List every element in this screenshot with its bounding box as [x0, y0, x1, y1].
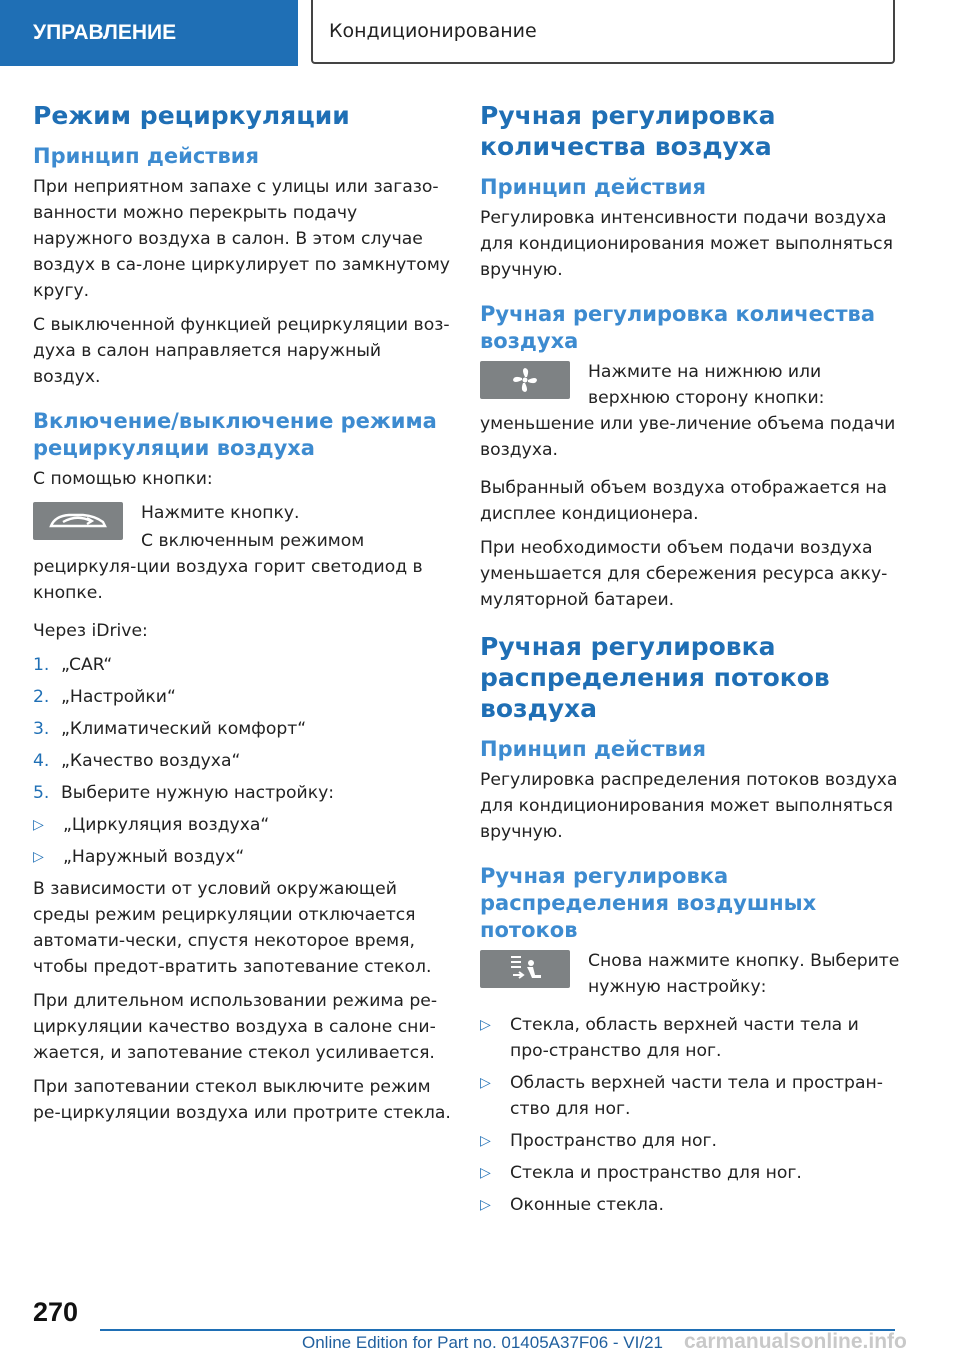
- page-number: 270: [33, 1297, 79, 1327]
- paragraph: Выбранный объем воздуха отображается на дисплее кондиционера.: [480, 478, 888, 524]
- triangle-bullet-icon: ▷: [480, 1075, 491, 1091]
- section-title-recirculation: Режим рециркуляции: [33, 101, 350, 130]
- heading-toggle-recirculation: Включение/выключение режима рециркуляции воздуха: [33, 409, 437, 460]
- triangle-bullet-icon: ▷: [33, 817, 44, 833]
- paragraph: Через iDrive:: [33, 621, 148, 641]
- edition-text: Online Edition for Part no. 01405A37F06 - VI/21: [302, 1333, 664, 1352]
- recirculation-button-block: [33, 500, 451, 608]
- fan-button-block: [480, 359, 900, 465]
- list-item: ▷ „Наружный воздух“: [33, 844, 451, 870]
- air-distribution-icon: [480, 950, 570, 988]
- list-item: ▷ „Циркуляция воздуха“: [33, 812, 451, 838]
- recirculation-icon: [33, 502, 123, 540]
- heading-manual-distribution: Ручная регулировка распределения воздушных потоков: [480, 864, 817, 942]
- paragraph: При запотевании стекол выключите режим ре-циркуляции воздуха или протрите стекла.: [33, 1077, 451, 1123]
- section-title-air-distribution: Ручная регулировка распределения потоков воздуха: [480, 632, 830, 723]
- idrive-steps: [33, 652, 451, 806]
- triangle-bullet-icon: ▷: [480, 1017, 491, 1033]
- distribution-options: [480, 1012, 900, 1218]
- list-item: ▷ Пространство для ног.: [480, 1128, 900, 1154]
- paragraph: При необходимости объем подачи воздуха уменьшается для сбережения ресурса акку-муляторной батареи.: [480, 538, 888, 610]
- triangle-bullet-icon: ▷: [480, 1165, 491, 1181]
- section-tab: УПРАВЛЕНИЕ: [0, 0, 298, 66]
- paragraph: Регулировка распределения потоков воздуха для кондиционирования может выполняться вручную.: [480, 770, 898, 842]
- page-header: [0, 0, 960, 66]
- list-item: 4. „Качество воздуха“: [33, 751, 241, 771]
- paragraph: При длительном использовании режима ре-циркуляции качество воздуха в салоне сни-жается, и запотевание стекол усиливается.: [33, 991, 438, 1063]
- left-column: [33, 100, 451, 1134]
- paragraph: При неприятном запахе с улицы или загазо-ванности можно перекрыть подачу наружного воздуха в салон. В этом случае воздух в са-лоне циркулирует по замкнутому кругу.: [33, 177, 450, 301]
- heading-principle: Принцип действия: [480, 175, 706, 199]
- right-column: [480, 100, 900, 1224]
- list-item: 3. „Климатический комфорт“: [33, 719, 307, 739]
- idrive-substeps: [33, 812, 451, 870]
- list-item: 1. „CAR“: [33, 655, 113, 675]
- paragraph: С помощью кнопки:: [33, 469, 213, 489]
- heading-principle: Принцип действия: [480, 737, 706, 761]
- triangle-bullet-icon: ▷: [480, 1133, 491, 1149]
- list-item: ▷ Область верхней части тела и простран-ство для ног.: [480, 1070, 900, 1122]
- paragraph: С включенным режимом рециркуля-ции воздуха горит светодиод в кнопке.: [33, 531, 423, 603]
- chapter-title: Кондиционирование: [311, 0, 895, 64]
- paragraph: Нажмите на нижнюю или верхнюю сторону кнопки: уменьшение или уве-личение объема подачи воздуха.: [480, 362, 896, 460]
- triangle-bullet-icon: ▷: [33, 849, 44, 865]
- list-item: ▷ Оконные стекла.: [480, 1192, 900, 1218]
- distribution-button-block: [480, 948, 900, 1002]
- paragraph: С выключенной функцией рециркуляции воз-духа в салон направляется наружный воздух.: [33, 315, 450, 387]
- triangle-bullet-icon: ▷: [480, 1197, 491, 1213]
- list-item: 5. Выберите нужную настройку:: [33, 783, 335, 803]
- list-item: ▷ Стекла и пространство для ног.: [480, 1160, 900, 1186]
- fan-icon: [480, 361, 570, 399]
- paragraph: Снова нажмите кнопку. Выберите нужную настройку:: [588, 951, 900, 997]
- section-title-air-volume: Ручная регулировка количества воздуха: [480, 101, 776, 161]
- heading-principle: Принцип действия: [33, 144, 259, 168]
- paragraph: Нажмите кнопку.: [141, 503, 300, 523]
- heading-manual-air-volume: Ручная регулировка количества воздуха: [480, 302, 876, 353]
- paragraph: В зависимости от условий окружающей среды режим рециркуляции отключается автомати-чески, спустя некоторое время, чтобы предот-вратить запотевание стекол.: [33, 879, 432, 977]
- list-item: 2. „Настройки“: [33, 687, 176, 707]
- list-item: ▷ Стекла, область верхней части тела и про-странство для ног.: [480, 1012, 900, 1064]
- watermark: carmanualsonline.info: [684, 1330, 907, 1353]
- paragraph: Регулировка интенсивности подачи воздуха для кондиционирования может выполняться вручную.: [480, 208, 893, 280]
